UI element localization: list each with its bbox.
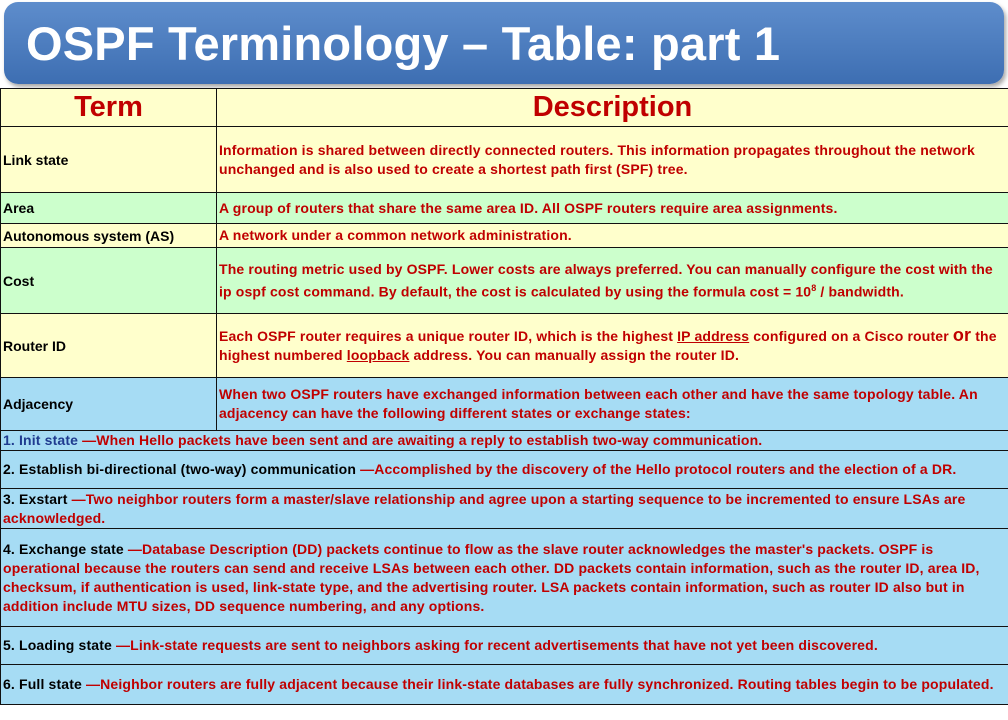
term-cell: Cost [1,248,217,314]
term-cell: Link state [1,127,217,193]
term-cell: Router ID [1,314,217,378]
description-cell [217,314,1008,378]
state-cell [1,529,1008,627]
description-cell: When two OSPF routers have exchanged information between each other and have the same topology table. An adjacency can have the following different states or exchange states: [217,378,1008,431]
state-label: 3. Exstart [3,490,68,507]
state-text: —Two neighbor routers form a master/slave relationship and agree upon a starting sequence to be incremented to ensure LSAs are acknowledged. [3,490,966,526]
table-row [1,193,1008,224]
router-id-text: Each OSPF router requires a unique router ID, which is the highest [219,328,678,344]
table-row [1,314,1008,378]
state-text: —Accomplished by the discovery of the Hello protocol routers and the election of a DR. [356,461,957,477]
cost-exponent: 8 [811,282,817,293]
state-row [1,489,1008,529]
state-text: —Link-state requests are sent to neighbors asking for recent advertisements that have not yet been discovered. [111,637,878,653]
state-cell [1,451,1008,489]
title-banner [4,2,1004,84]
state-cell [1,431,1008,451]
state-label: 4. Exchange state [3,540,124,557]
table-row [1,224,1008,248]
state-text: —Database Description (DD) packets continue to flow as the slave router acknowledges the master's packets. OSPF is operational because the routers can send and receive LSAs between each other. DD packets contain information, such as the router ID, area ID, checksum, if authentication is used, link-state type, and the advertising router. LSA packets contain information, such as router ID also but in addition include MTU sizes, DD sequence numbering, and any options. [3,540,980,614]
term-cell: Adjacency [1,378,217,431]
slide-title: OSPF Terminology – Table: part 1 [26,17,781,70]
ip-address-link[interactable]: IP address [677,328,750,344]
header-term: Term [1,89,217,127]
state-label: 6. Full state [3,676,82,692]
state-cell [1,627,1008,665]
table-row [1,378,1008,431]
table-header-row [1,89,1008,127]
state-row [1,451,1008,489]
table-row [1,248,1008,314]
table-row [1,127,1008,193]
router-id-text: the highest numbered [219,328,997,363]
description-cell: A group of routers that share the same area ID. All OSPF routers require area assignments. [217,193,1008,224]
header-description: Description [217,89,1008,127]
state-row [1,431,1008,451]
term-cell: Autonomous system (AS) [1,224,217,248]
state-cell [1,665,1008,705]
description-cell: A network under a common network administration. [217,224,1008,248]
state-label: 5. Loading state [3,637,112,653]
cost-text-end: / bandwidth. [816,283,904,300]
state-text: —When Hello packets have been sent and are awaiting a reply to establish two-way communication. [78,432,763,448]
loopback-link[interactable]: loopback [346,347,410,363]
router-id-text: address. You can manually assign the router ID. [409,347,740,363]
description-cell [217,248,1008,314]
ospf-terminology-table [0,88,1008,705]
state-row [1,665,1008,705]
or-emphasis: or [952,325,972,345]
description-cell: Information is shared between directly connected routers. This information propagates throughout the network unchanged and is also used to create a shortest path first (SPF) tree. [217,127,1008,193]
cost-text: The routing metric used by OSPF. Lower costs are always preferred. You can manually configure the cost with the ip ospf cost command. By default, the cost is calculated by using the formula cost = 10 [219,260,993,300]
state-text: —Neighbor routers are fully adjacent because their link-state databases are fully synchronized. Routing tables begin to be populated. [81,676,994,692]
router-id-text: configured on a Cisco router [749,328,953,344]
state-row [1,529,1008,627]
state-row [1,627,1008,665]
term-cell: Area [1,193,217,224]
state-cell [1,489,1008,529]
state-label: 2. Establish bi-directional (two-way) communication [3,461,357,477]
state-label: 1. Init state [3,432,79,448]
